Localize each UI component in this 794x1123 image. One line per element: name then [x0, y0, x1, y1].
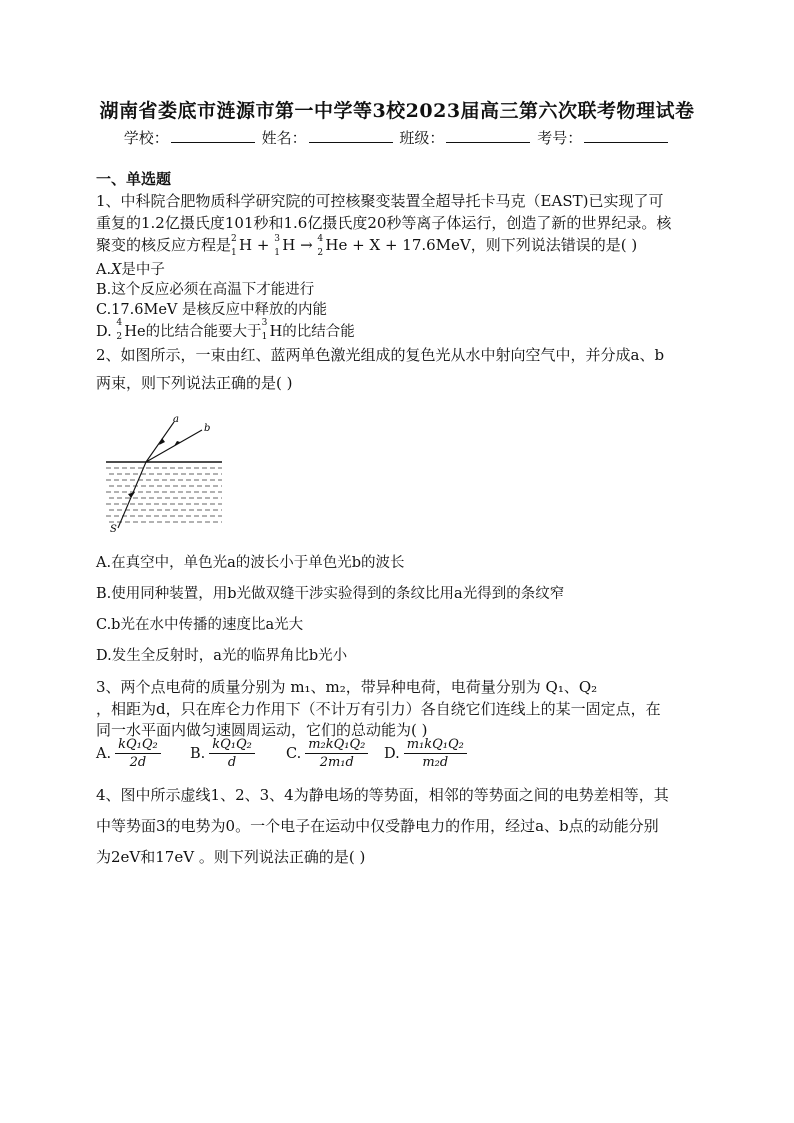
- q3-line-3: 同一水平面内做匀速圆周运动，它们的总动能为( ): [96, 721, 428, 739]
- q2-option-c[interactable]: C.b光在水中传播的速度比a光大: [96, 617, 304, 633]
- student-info-line: [0, 127, 794, 148]
- q2-option-b[interactable]: B.使用同种装置，用b光做双缝干涉实验得到的条纹比用a光得到的条纹窄: [96, 586, 565, 602]
- q4-line-2: 中等势面3的电势为0。一个电子在运动中仅受静电力的作用，经过a、b点的动能分别: [96, 817, 659, 835]
- q3-option-c[interactable]: C. $\frac{\text{m₂kQ₁Q₂}}{\text{2m₁d}}$: [286, 736, 368, 771]
- q1-option-a[interactable]: A.X是中子: [96, 262, 165, 278]
- refraction-figure: [104, 412, 224, 536]
- q3-option-b[interactable]: B. $\frac{\text{kQ₁Q₂}}{d}$: [190, 736, 255, 771]
- ray-a: [146, 422, 174, 462]
- q3-option-a[interactable]: A. $\frac{\text{kQ₁Q₂}}{2d}$: [96, 736, 161, 771]
- q3-option-d[interactable]: D. $\frac{\text{m₁kQ₁Q₂}}{\text{m₂d}}$: [384, 736, 467, 771]
- q4-line-3: 为2eV和17eV 。则下列说法正确的是( ): [96, 848, 366, 866]
- q2-option-d[interactable]: D.发生全反射时，a光的临界角比b光小: [96, 648, 348, 664]
- q1-option-c[interactable]: C.17.6MeV 是核反应中释放的内能: [96, 302, 327, 318]
- fusion-equation: [231, 234, 471, 258]
- equation-tail: + X + 17.6MeV: [347, 236, 471, 254]
- exam-number-blank[interactable]: [584, 128, 668, 143]
- name-label: 姓名：: [261, 129, 307, 147]
- class-label: 班级：: [399, 129, 445, 147]
- q4-line-1: 4、图中所示虚线1、2、3、4为静电场的等势面，相邻的等势面之间的电势差相等，其: [96, 786, 669, 804]
- label-s: S: [110, 524, 117, 535]
- exam-title: 湖南省娄底市涟源市第一中学等3校2023届高三第六次联考物理试卷: [99, 100, 695, 122]
- q1-line-3: [96, 234, 698, 256]
- exam-number-label: 考号：: [537, 129, 583, 147]
- q1-line-3-prefix: 聚变的核反应方程是: [96, 236, 232, 254]
- q1-option-d[interactable]: D. 4 2 He的比结合能要大于 3 1 H的比结合能: [96, 318, 355, 342]
- q2-option-a[interactable]: A.在真空中，单色光a的波长小于单色光b的波长: [96, 555, 405, 571]
- q3-line-1: 3、两个点电荷的质量分别为 m₁、m₂，带异种电荷，电荷量分别为 Q₁、Q₂: [96, 678, 598, 696]
- deuterium-symbol: 2 1 H: [231, 234, 253, 258]
- school-label: 学校：: [123, 129, 169, 147]
- plus-sign: +: [252, 236, 275, 254]
- helium-symbol: 4 2 He: [317, 234, 348, 258]
- q2-line-2: 两束，则下列说法正确的是( ): [96, 374, 293, 392]
- reaction-arrow: →: [295, 236, 318, 254]
- class-blank[interactable]: [446, 128, 530, 143]
- label-b: b: [204, 423, 211, 434]
- q1-line-2: 重复的1.2亿摄氏度101秒和1.6亿摄氏度20秒等离子体运行，创造了新的世界纪录。核: [96, 214, 672, 232]
- q1-line-3-suffix: ，则下列说法错误的是( ): [470, 236, 638, 254]
- name-blank[interactable]: [309, 128, 393, 143]
- tritium-symbol: 3 1 H: [274, 234, 296, 258]
- q1-option-b[interactable]: B.这个反应必须在高温下才能进行: [96, 282, 315, 298]
- section-heading: 一、单选题: [96, 170, 172, 188]
- q2-line-1: 2、如图所示，一束由红、蓝两单色激光组成的复色光从水中射向空气中，并分成a、b: [96, 346, 665, 364]
- incident-arrow: [128, 492, 135, 498]
- q1-line-1: 1、中科院合肥物质科学研究院的可控核聚变装置全超导托卡马克（EAST)已实现了可: [96, 192, 664, 210]
- q3-line-2: ，相距为d，只在库仑力作用下（不计万有引力）各自绕它们连线上的某一固定点，在: [96, 700, 661, 718]
- school-blank[interactable]: [171, 128, 255, 143]
- label-a: a: [173, 414, 179, 425]
